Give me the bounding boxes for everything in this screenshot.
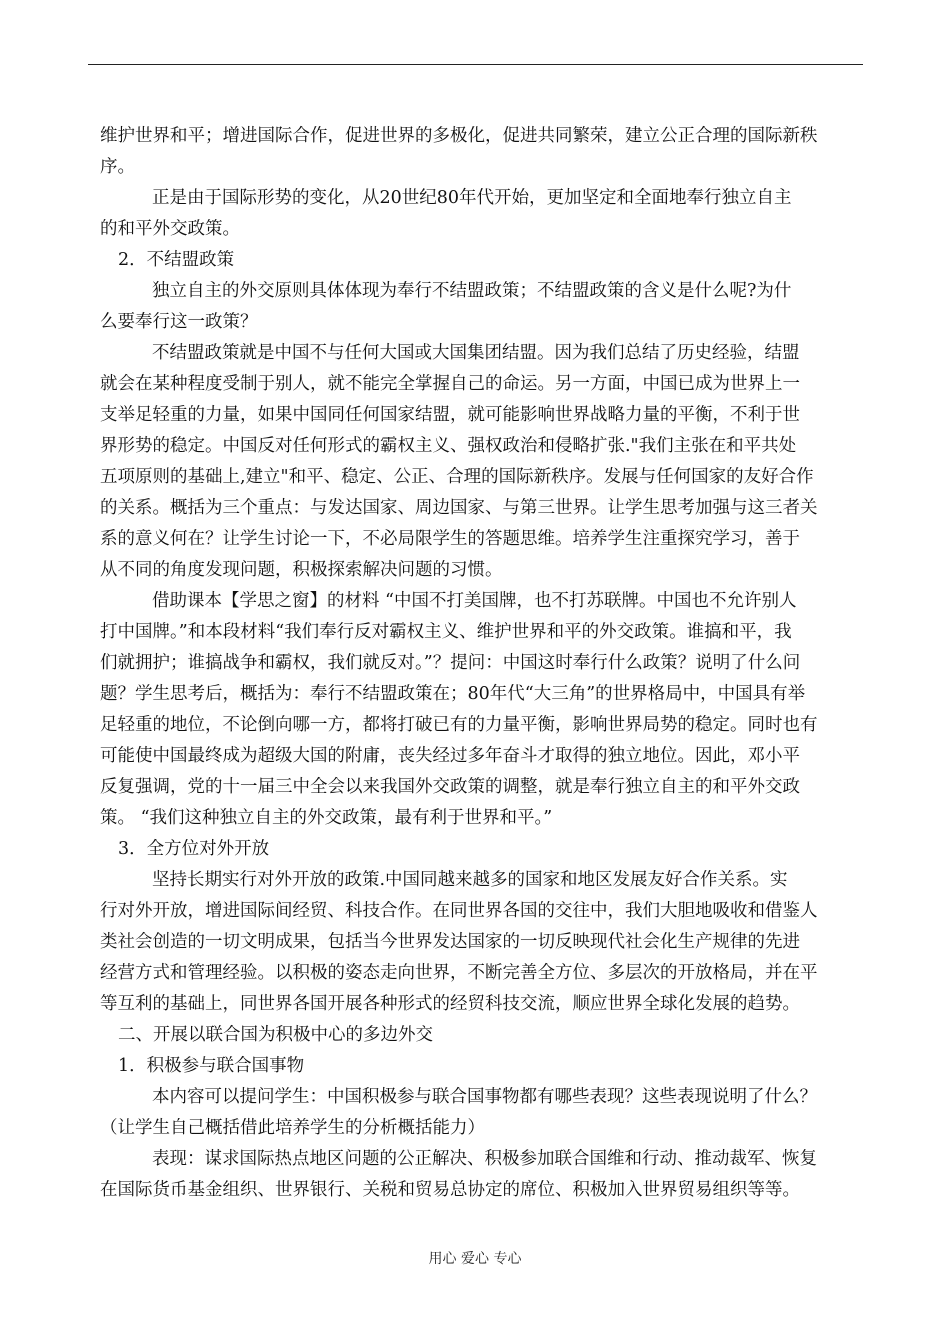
text-line: 1．积极参与联合国事物	[118, 1056, 305, 1076]
text-line: 等互利的基础上，同世界各国开展各种形式的经贸科技交流，顺应世界全球化发展的趋势。	[100, 994, 800, 1014]
text-line: 序。	[100, 157, 135, 177]
document-body	[100, 121, 860, 1206]
text-line: 支举足轻重的力量，如果中国同任何国家结盟，就可能影响世界战略力量的平衡，不利于世	[100, 405, 800, 425]
text-line: 打中国牌。”和本段材料“我们奉行反对霸权主义、维护世界和平的外交政策。谁搞和平，我	[100, 622, 792, 642]
text-line: 的关系。概括为三个重点：与发达国家、周边国家、与第三世界。让学生思考加强与这三者关	[100, 498, 818, 518]
text-line: 3．全方位对外开放	[118, 839, 270, 859]
text-line: 反复强调，党的十一届三中全会以来我国外交政策的调整，就是奉行独立自主的和平外交政	[100, 777, 800, 797]
text-line: 题？学生思考后，概括为：奉行不结盟政策在；80年代“大三角”的世界格局中，中国具有举	[100, 684, 806, 704]
text-line: 就会在某种程度受制于别人，就不能完全掌握自己的命运。另一方面，中国已成为世界上一	[100, 374, 800, 394]
text-line: 不结盟政策就是中国不与任何大国或大国集团结盟。因为我们总结了历史经验，结盟	[152, 343, 800, 363]
text-line: 的和平外交政策。	[100, 219, 240, 239]
text-line: 类社会创造的一切文明成果，包括当今世界发达国家的一切反映现代社会化生产规律的先进	[100, 932, 800, 952]
text-line: 2．不结盟政策	[118, 250, 235, 270]
text-line: 足轻重的地位，不论倒向哪一方，都将打破已有的力量平衡，影响世界局势的稳定。同时也有	[100, 715, 818, 735]
header-rule	[88, 64, 863, 65]
text-line: 策。 “我们这种独立自主的外交政策，最有利于世界和平。”	[100, 808, 553, 828]
text-line: 们就拥护；谁搞战争和霸权，我们就反对。”？提问：中国这时奉行什么政策？说明了什么问	[100, 653, 801, 673]
text-line: 维护世界和平；增进国际合作，促进世界的多极化，促进共同繁荣，建立公正合理的国际新秩	[100, 126, 818, 146]
text-line: 从不同的角度发现问题，积极探索解决问题的习惯。	[100, 560, 503, 580]
text-line: 可能使中国最终成为超级大国的附庸，丧失经过多年奋斗才取得的独立地位。因此，邓小平	[100, 746, 800, 766]
text-line: 二、开展以联合国为积极中心的多边外交	[118, 1025, 433, 1045]
text-line: 行对外开放，增进国际间经贸、科技合作。在同世界各国的交往中，我们大胆地吸收和借鉴人	[100, 901, 818, 921]
text-line: 借助课本【学思之窗】的材料 “中国不打美国牌，也不打苏联牌。中国也不允许别人	[152, 591, 797, 611]
text-line: 正是由于国际形势的变化，从20世纪80年代开始，更加坚定和全面地奉行独立自主	[152, 188, 792, 208]
text-line: 系的意义何在？让学生讨论一下，不必局限学生的答题思维。培养学生注重探究学习，善于	[100, 529, 800, 549]
text-line: 独立自主的外交原则具体体现为奉行不结盟政策；不结盟政策的含义是什么呢?为什	[152, 281, 792, 301]
text-line: 表现：谋求国际热点地区问题的公正解决、积极参加联合国维和行动、推动裁军、恢复	[152, 1149, 817, 1169]
text-line: 经营方式和管理经验。以积极的姿态走向世界，不断完善全方位、多层次的开放格局，并在平	[100, 963, 818, 983]
text-line: 界形势的稳定。中国反对任何形式的霸权主义、强权政治和侵略扩张."我们主张在和平共处	[100, 436, 797, 456]
text-line: 五项原则的基础上,建立"和平、稳定、公正、合理的国际新秩序。发展与任何国家的友好合作	[100, 467, 814, 487]
text-line: 本内容可以提问学生：中国积极参与联合国事物都有哪些表现？这些表现说明了什么？	[152, 1087, 817, 1107]
text-line: 么要奉行这一政策？	[100, 312, 258, 332]
text-line: 坚持长期实行对外开放的政策.中国同越来越多的国家和地区发展友好合作关系。实	[152, 870, 788, 890]
text-line: （让学生自己概括借此培养学生的分析概括能力）	[100, 1118, 485, 1138]
text-line: 在国际货币基金组织、世界银行、关税和贸易总协定的席位、积极加入世界贸易组织等等。	[100, 1180, 800, 1200]
page-footer: 用心 爱心 专心	[428, 1251, 522, 1267]
